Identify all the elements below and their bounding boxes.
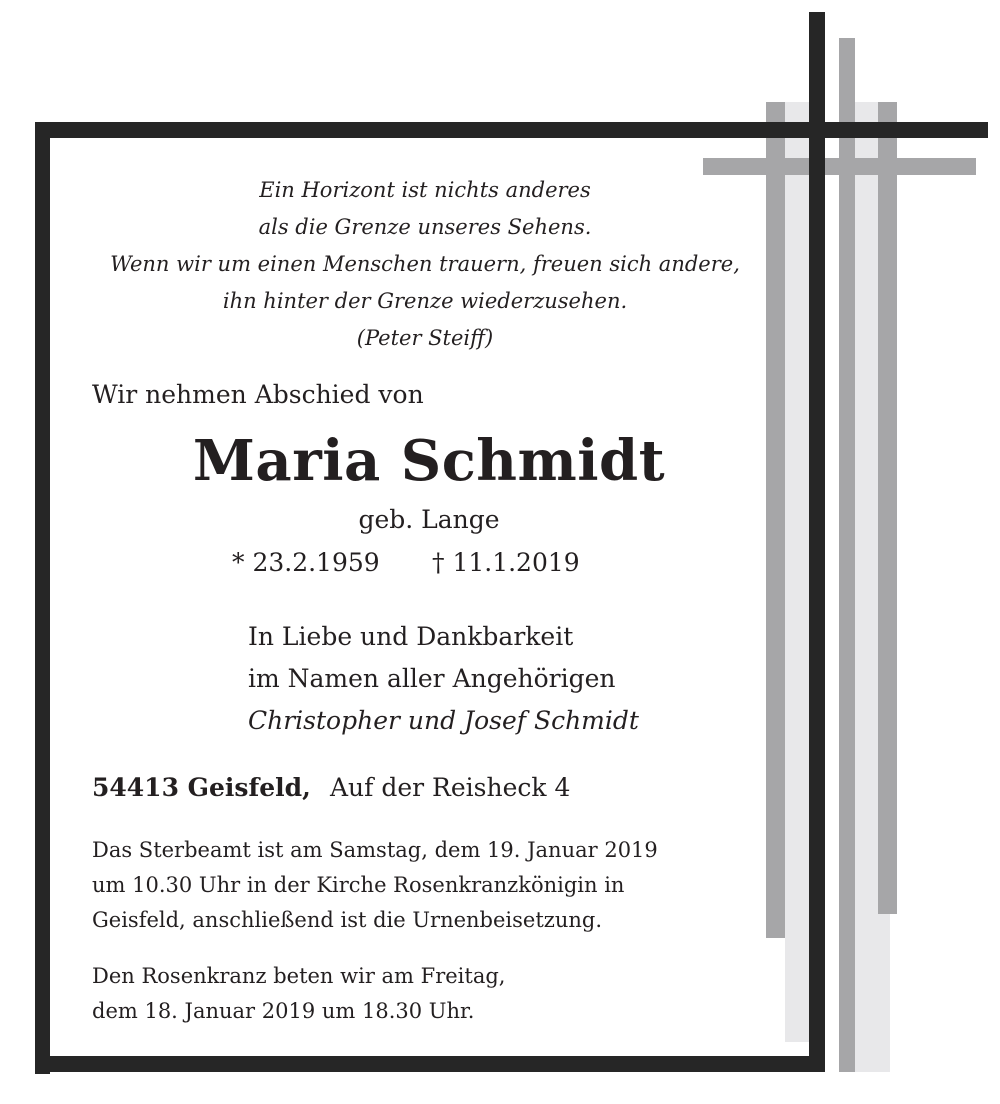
address-street: Auf der Reisheck 4 bbox=[330, 773, 571, 802]
deceased-name: Maria Schmidt bbox=[192, 428, 666, 494]
signatories: Christopher und Josef Schmidt bbox=[248, 706, 639, 735]
closing-line: In Liebe und Dankbarkeit bbox=[248, 622, 574, 651]
cross-bar-grey bbox=[839, 38, 855, 1072]
closing-line: im Namen aller Angehörigen bbox=[248, 664, 616, 693]
quote-line: Ein Horizont ist nichts anderes bbox=[259, 178, 591, 202]
service-line: um 10.30 Uhr in der Kirche Rosenkranzkönigin in bbox=[92, 873, 625, 897]
rosary-line: Den Rosenkranz beten wir am Freitag, bbox=[92, 964, 506, 988]
birth-date: * 23.2.1959 bbox=[232, 548, 380, 577]
service-line: Das Sterbeamt ist am Samstag, dem 19. Januar 2019 bbox=[92, 838, 658, 862]
service-line: Geisfeld, anschließend ist die Urnenbeisetzung. bbox=[92, 908, 603, 932]
maiden-name: geb. Lange bbox=[358, 505, 500, 534]
cross-vertical-dark bbox=[809, 12, 825, 1072]
farewell-intro: Wir nehmen Abschied von bbox=[92, 380, 424, 409]
frame-left-border bbox=[35, 122, 50, 1074]
quote-line: ihn hinter der Grenze wiederzusehen. bbox=[222, 289, 628, 313]
address-city: 54413 Geisfeld, bbox=[92, 773, 311, 802]
death-date: † 11.1.2019 bbox=[432, 548, 580, 577]
frame-bottom-border bbox=[35, 1056, 825, 1072]
quote-line: als die Grenze unseres Sehens. bbox=[258, 215, 592, 239]
cross-bar-grey bbox=[878, 102, 897, 914]
rosary-line: dem 18. Januar 2019 um 18.30 Uhr. bbox=[92, 999, 475, 1023]
quote-author: (Peter Steiff) bbox=[356, 326, 494, 350]
quote-line: Wenn wir um einen Menschen trauern, freuen sich andere, bbox=[110, 252, 740, 276]
frame-top-border bbox=[35, 122, 988, 138]
